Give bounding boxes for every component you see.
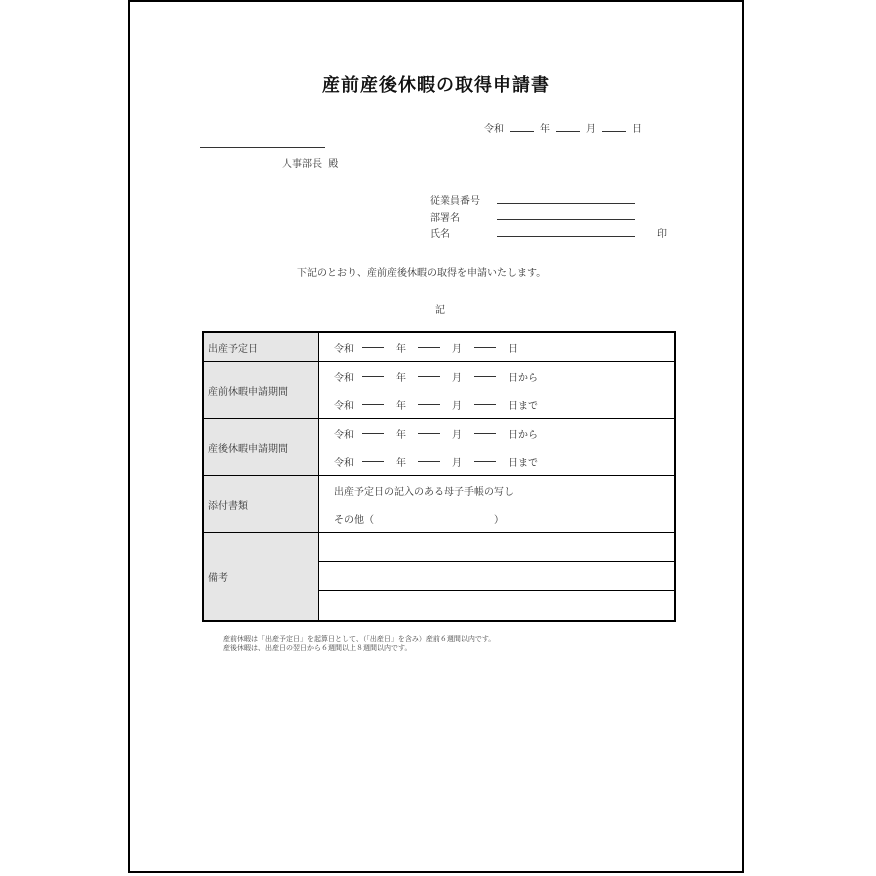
month-label: 月 bbox=[452, 429, 462, 441]
post-leave-label: 産後休暇申請期間 bbox=[203, 419, 319, 476]
table-row bbox=[203, 533, 675, 622]
month-label: 月 bbox=[452, 400, 462, 412]
addressee-name-line[interactable] bbox=[200, 147, 325, 148]
era: 令和 bbox=[334, 457, 354, 469]
month-label: 月 bbox=[452, 343, 462, 355]
year-label: 年 bbox=[396, 343, 406, 355]
year-blank[interactable] bbox=[362, 375, 384, 377]
date-year-label: 年 bbox=[540, 124, 550, 135]
date-day-label: 日 bbox=[632, 124, 642, 135]
name-label: 氏名 bbox=[430, 229, 450, 240]
day-blank[interactable] bbox=[602, 130, 626, 132]
dept-line[interactable] bbox=[497, 219, 635, 220]
month-label: 月 bbox=[452, 457, 462, 469]
day-blank[interactable] bbox=[474, 403, 496, 405]
application-form-page bbox=[128, 0, 744, 873]
month-blank[interactable] bbox=[418, 460, 440, 462]
submission-date bbox=[484, 120, 642, 135]
remarks-line[interactable] bbox=[319, 533, 674, 561]
attachment-item-mch: 出産予定日の記入のある母子手帳の写し bbox=[334, 486, 514, 498]
post-leave-field[interactable] bbox=[319, 419, 676, 476]
remarks-field[interactable] bbox=[319, 533, 676, 622]
era: 令和 bbox=[334, 343, 354, 355]
attachments-label: 添付書類 bbox=[203, 476, 319, 533]
day-label: 日まで bbox=[508, 400, 538, 412]
employee-no-line[interactable] bbox=[497, 203, 635, 204]
year-blank[interactable] bbox=[510, 130, 534, 132]
day-blank[interactable] bbox=[474, 432, 496, 434]
month-blank[interactable] bbox=[418, 432, 440, 434]
form-title: 産前産後休暇の取得申請書 bbox=[322, 75, 550, 96]
remarks-label: 備考 bbox=[203, 533, 319, 622]
addressee-honorific: 殿 bbox=[328, 159, 339, 170]
month-blank[interactable] bbox=[418, 403, 440, 405]
year-blank[interactable] bbox=[362, 432, 384, 434]
table-row bbox=[203, 362, 675, 419]
other-prefix: その他（ bbox=[334, 514, 374, 526]
intro-text: 下記のとおり、産前産後休暇の取得を申請いたします。 bbox=[297, 268, 547, 279]
name-line[interactable] bbox=[497, 236, 635, 237]
employee-no-label: 従業員番号 bbox=[430, 196, 480, 207]
month-blank[interactable] bbox=[418, 375, 440, 377]
table-row bbox=[203, 419, 675, 476]
due-date-label: 出産予定日 bbox=[203, 332, 319, 362]
seal-mark: 印 bbox=[657, 229, 667, 240]
table-row bbox=[203, 332, 675, 362]
day-blank[interactable] bbox=[474, 375, 496, 377]
table-row bbox=[203, 476, 675, 533]
ki-heading: 記 bbox=[435, 305, 445, 316]
day-blank[interactable] bbox=[474, 346, 496, 348]
attachment-item-other[interactable] bbox=[334, 504, 674, 532]
day-label: 日まで bbox=[508, 457, 538, 469]
footnote: 産後休暇は、出産日の翌日から６週間以上８週間以内です。 bbox=[223, 644, 412, 652]
day-label: 日から bbox=[508, 429, 538, 441]
era: 令和 bbox=[334, 372, 354, 384]
year-blank[interactable] bbox=[362, 460, 384, 462]
attachments-field[interactable] bbox=[319, 476, 676, 533]
addressee bbox=[282, 155, 338, 170]
pre-leave-field[interactable] bbox=[319, 362, 676, 419]
date-month-label: 月 bbox=[586, 124, 596, 135]
month-blank[interactable] bbox=[418, 346, 440, 348]
year-label: 年 bbox=[396, 400, 406, 412]
remarks-line[interactable] bbox=[319, 561, 674, 590]
month-blank[interactable] bbox=[556, 130, 580, 132]
month-label: 月 bbox=[452, 372, 462, 384]
dept-label: 部署名 bbox=[430, 213, 460, 224]
footnote: 産前休暇は「出産予定日」を起算日として、（「出産日」を含み）産前６週間以内です。 bbox=[223, 635, 496, 643]
year-label: 年 bbox=[396, 457, 406, 469]
day-label: 日 bbox=[508, 343, 518, 355]
leave-request-table bbox=[202, 331, 676, 622]
day-label: 日から bbox=[508, 372, 538, 384]
addressee-title: 人事部長 bbox=[282, 159, 322, 170]
due-date-field[interactable] bbox=[319, 332, 676, 362]
other-suffix: ） bbox=[494, 514, 504, 526]
era: 令和 bbox=[334, 400, 354, 412]
era: 令和 bbox=[334, 429, 354, 441]
pre-leave-label: 産前休暇申請期間 bbox=[203, 362, 319, 419]
remarks-line[interactable] bbox=[319, 590, 674, 620]
year-blank[interactable] bbox=[362, 346, 384, 348]
footnotes bbox=[223, 635, 495, 653]
year-blank[interactable] bbox=[362, 403, 384, 405]
day-blank[interactable] bbox=[474, 460, 496, 462]
year-label: 年 bbox=[396, 429, 406, 441]
year-label: 年 bbox=[396, 372, 406, 384]
date-era: 令和 bbox=[484, 124, 504, 135]
